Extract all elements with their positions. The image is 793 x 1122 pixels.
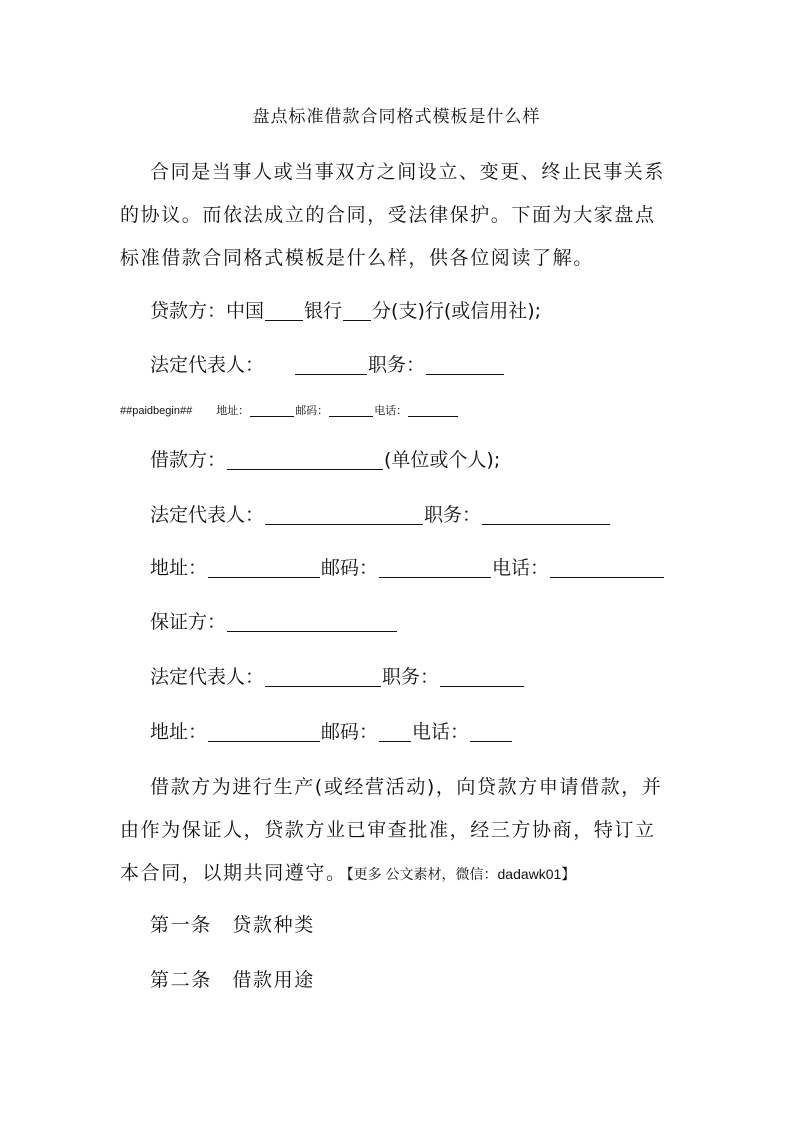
- lender-position-blank: [426, 354, 504, 375]
- guarantor-phone-label: 电话：: [412, 721, 470, 743]
- guarantor-rep-line: [150, 665, 525, 689]
- guarantor-rep-position: 职务：: [382, 666, 440, 688]
- paid-marker: ##paidbegin##: [120, 405, 193, 417]
- lender-branch-label: 分(支)行(或信用社);: [372, 300, 542, 322]
- borrower-phone-blank: [550, 557, 664, 578]
- borrower-address-blank: [208, 557, 320, 578]
- body-line-3: [120, 861, 575, 886]
- article-2: 第二条 借款用途: [150, 969, 315, 991]
- borrower-rep-position: 职务：: [424, 504, 482, 526]
- borrower-blank: [227, 449, 383, 470]
- borrower-line: [150, 448, 500, 472]
- borrower-phone-label: 电话：: [492, 557, 550, 579]
- paid-postcode-label: 邮码：: [295, 405, 329, 417]
- lender-bank-blank: [265, 300, 303, 321]
- article-1: 第一条 贷款种类: [150, 914, 315, 936]
- lender-branch-blank: [343, 300, 371, 321]
- borrower-contact-line: [150, 556, 665, 580]
- borrower-address-label: 地址：: [150, 557, 208, 579]
- intro-line-3: 标准借款合同格式模板是什么样，供各位阅读了解。: [120, 247, 594, 269]
- borrower-rep-blank: [265, 504, 423, 525]
- guarantor-position-blank: [440, 666, 524, 687]
- borrower-postcode-label: 邮码：: [321, 557, 379, 579]
- guarantor-blank: [227, 611, 397, 632]
- borrower-position-blank: [482, 504, 610, 525]
- lender-line: [150, 299, 541, 323]
- paid-address-blank: [250, 404, 294, 417]
- body-line-2: 由作为保证人，贷款方业已审查批准，经三方协商，特订立: [120, 819, 656, 841]
- guarantor-label: 保证方：: [150, 611, 227, 633]
- guarantor-address-blank: [208, 721, 320, 742]
- document-title: 盘点标准借款合同格式模板是什么样: [252, 107, 541, 127]
- paid-address-label: 地址：: [216, 405, 250, 417]
- lender-label: 贷款方：中国: [150, 300, 265, 322]
- lender-rep-label: 法定代表人：: [150, 354, 265, 376]
- lender-bank-label: 银行: [304, 300, 343, 322]
- guarantor-rep-blank: [265, 666, 381, 687]
- lender-rep-position: 职务：: [368, 354, 426, 376]
- borrower-postcode-blank: [379, 557, 491, 578]
- guarantor-address-label: 地址：: [150, 721, 208, 743]
- guarantor-postcode-blank: [379, 721, 411, 742]
- intro-line-1: 合同是当事人或当事双方之间设立、变更、终止民事关系: [150, 161, 666, 183]
- paid-phone-blank: [408, 404, 458, 417]
- guarantor-rep-label: 法定代表人：: [150, 666, 265, 688]
- borrower-rep-line: [150, 503, 611, 527]
- body-line-1: 借款方为进行生产(或经营活动)，向贷款方申请借款，并: [150, 776, 663, 798]
- borrower-label: 借款方：: [150, 449, 227, 471]
- body-line-3-text: 本合同，以期共同遵守。: [120, 862, 347, 884]
- lender-rep-line: [150, 353, 505, 377]
- guarantor-contact-line: [150, 720, 513, 744]
- guarantor-phone-blank: [470, 721, 512, 742]
- guarantor-line: [150, 610, 398, 634]
- paid-line: [120, 404, 459, 418]
- guarantor-postcode-label: 邮码：: [321, 721, 379, 743]
- lender-rep-blank: [295, 354, 367, 375]
- body-tail: 【更多 公文素材，微信：dadawk01】: [346, 866, 576, 882]
- borrower-rep-label: 法定代表人：: [150, 504, 265, 526]
- borrower-suffix: (单位或个人);: [384, 449, 501, 471]
- intro-line-2: 的协议。而依法成立的合同，受法律保护。下面为大家盘点: [120, 204, 656, 226]
- paid-postcode-blank: [329, 404, 373, 417]
- paid-phone-label: 电话：: [374, 405, 408, 417]
